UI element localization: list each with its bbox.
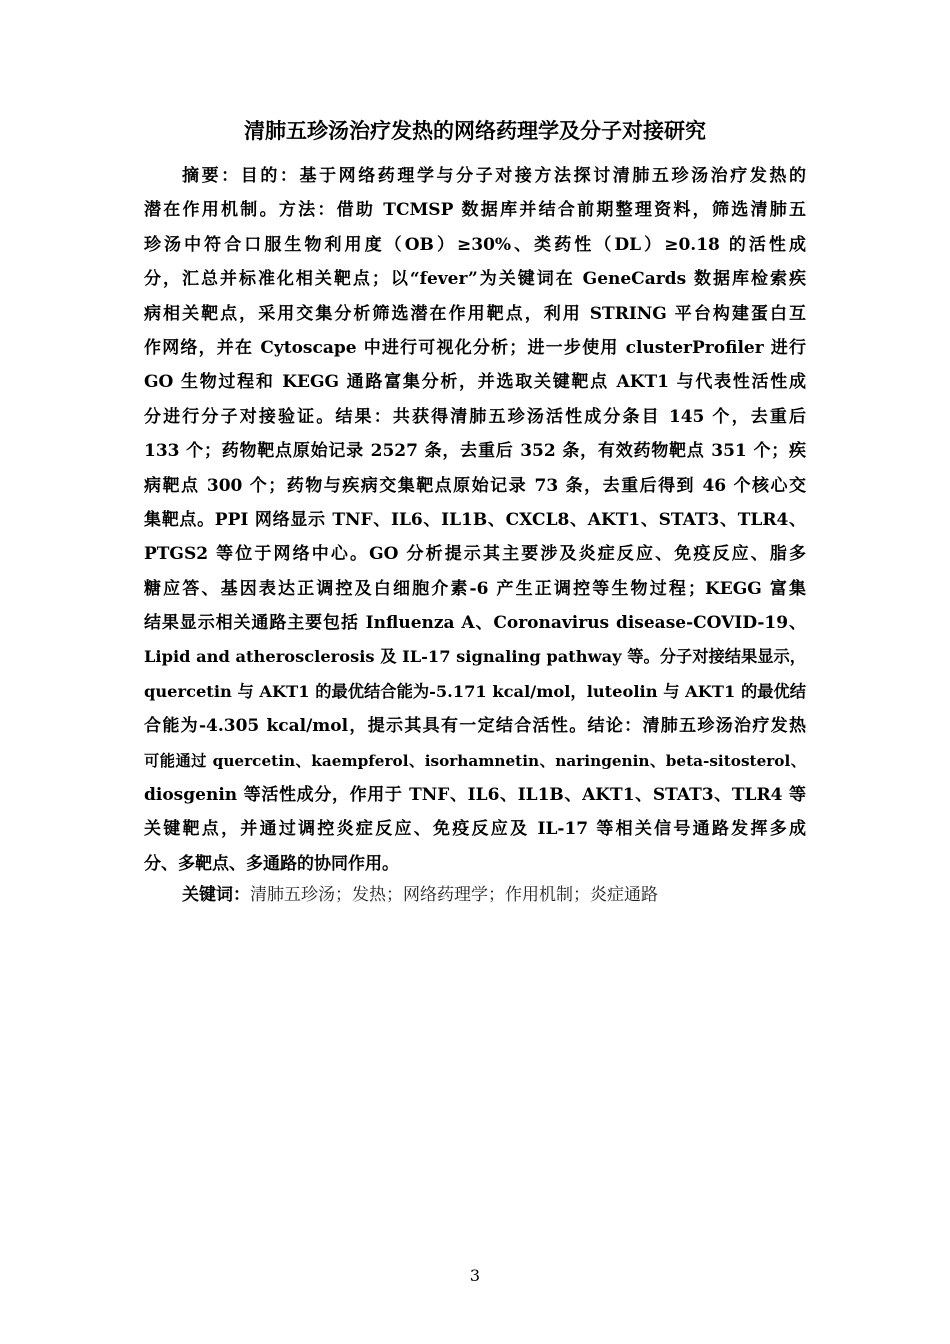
abstract-paragraph — [144, 159, 806, 881]
abstract-line: 133 个；药物靶点原始记录 2527 条，去重后 352 条，有效药物靶点 351 个；疾 — [144, 441, 806, 462]
abstract-line: GO 生物过程和 KEGG 通路富集分析，并选取关键靶点 AKT1 与代表性活性成 — [144, 372, 806, 393]
abstract-line: 分进行分子对接验证。结果：共获得清肺五珍汤活性成分条目 145 个，去重后 — [144, 406, 806, 427]
abstract-line: 糖应答、基因表达正调控及白细胞介素-6 产生正调控等生物过程；KEGG 富集 — [144, 578, 806, 599]
page-title: 清肺五珍汤治疗发热的网络药理学及分子对接研究 — [244, 119, 706, 143]
abstract-line: PTGS2 等位于网络中心。GO 分析提示其主要涉及炎症反应、免疫反应、脂多 — [144, 544, 806, 565]
abstract-line: Lipid and atherosclerosis 及 IL-17 signaling pathway 等。分子对接结果显示， — [144, 647, 806, 667]
abstract-line: 病靶点 300 个；药物与疾病交集靶点原始记录 73 条，去重后得到 46 个核心交 — [144, 475, 806, 496]
abstract-line: 集靶点。PPI 网络显示 TNF、IL6、IL1B、CXCL8、AKT1、STAT3、TLR4、 — [144, 509, 806, 530]
abstract-line: 珍汤中符合口服生物利用度（OB）≥30%、类药性（DL）≥0.18 的活性成 — [144, 234, 806, 255]
abstract-line: quercetin 与 AKT1 的最优结合能为-5.171 kcal/mol，luteolin 与 AKT1 的最优结 — [144, 681, 806, 701]
abstract-line: 摘要：目的：基于网络药理学与分子对接方法探讨清肺五珍汤治疗发热的 — [182, 166, 806, 186]
abstract-line: 潜在作用机制。方法：借助 TCMSP 数据库并结合前期整理资料，筛选清肺五 — [144, 200, 806, 221]
keywords-label: 关键词： — [182, 885, 250, 905]
keywords-value: 清肺五珍汤；发热；网络药理学；作用机制；炎症通路 — [250, 885, 658, 905]
abstract-line: 作网络，并在 Cytoscape 中进行可视化分析；进一步使用 clusterProfiler 进行 — [144, 337, 806, 358]
abstract-line: 关键靶点，并通过调控炎症反应、免疫反应及 IL-17 等相关信号通路发挥多成 — [144, 819, 806, 840]
abstract-line: 分、多靶点、多通路的协同作用。 — [144, 853, 399, 874]
abstract-line: 病相关靶点，采用交集分析筛选潜在作用靶点，利用 STRING 平台构建蛋白互 — [144, 303, 806, 324]
abstract-line: 分，汇总并标准化相关靶点；以“fever”为关键词在 GeneCards 数据库检索疾 — [144, 269, 806, 290]
abstract-line: 结果显示相关通路主要包括 Influenza A、Coronavirus disease-COVID-19、 — [144, 613, 806, 634]
abstract-line: 合能为-4.305 kcal/mol，提示其具有一定结合活性。结论：清肺五珍汤治疗发热 — [144, 716, 806, 737]
abstract-line: 可能通过 quercetin、kaempferol、isorhamnetin、naringenin、beta-sitosterol、 — [144, 751, 806, 770]
page-number: 3 — [469, 1266, 481, 1285]
abstract-line: diosgenin 等活性成分，作用于 TNF、IL6、IL1B、AKT1、STAT3、TLR4 等 — [144, 785, 806, 806]
keywords-line — [182, 878, 658, 912]
